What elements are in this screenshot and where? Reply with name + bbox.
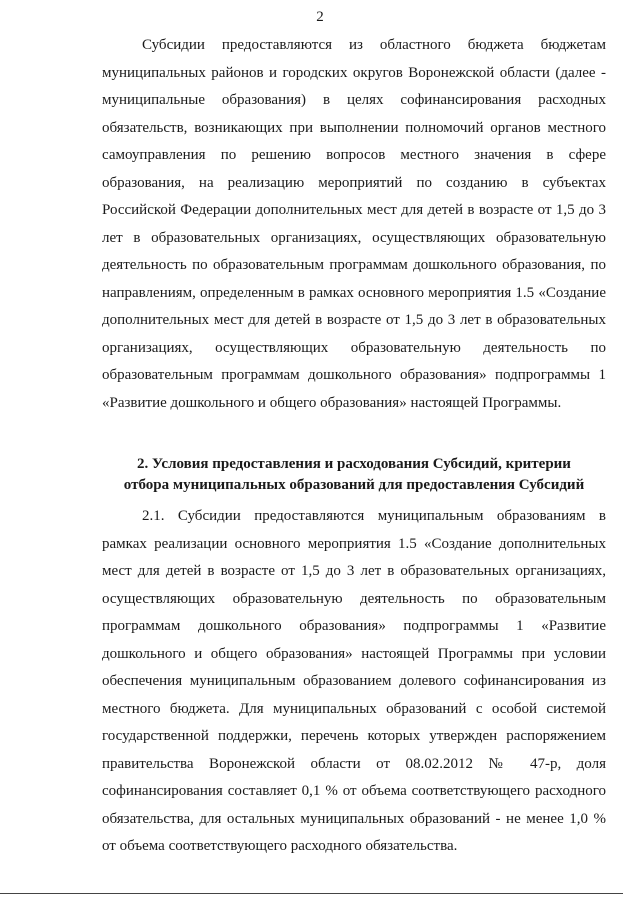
paragraph-2-1-conditions: 2.1. Субсидии предоставляются муниципальным образованиям в рамках реализации основного мероприятия 1.5 «Создание дополнительных мест для детей в возрасте от 1,5 до 3 лет в образовательных организациях, осуществляющих образовательную деятельность по образовательным программам дошкольного образования» подпрограммы 1 «Развитие дошкольного и общего образования» настоящей Программы при условии обеспечения муниципальным образованием долевого софинансирования из местного бюджета. Для муниципальных образований с особой системой государственной поддержки, перечень которых утвержден распоряжением правительства Воронежской области от 08.02.2012 № 47-р, доля софинансирования составляет 0,1 % от объема соответствующего расходного обязательства, для остальных муниципальных образований - не менее 1,0 % от объема соответствующего расходного обязательства. bbox=[102, 508, 606, 854]
section-heading-line-1: 2. Условия предоставления и расходования Субсидий, критерии bbox=[137, 456, 571, 472]
page-number: 2 bbox=[316, 9, 324, 25]
section-heading bbox=[102, 454, 606, 496]
section-heading-line-2: отбора муниципальных образований для предоставления Субсидий bbox=[123, 477, 585, 493]
paragraph-subsidies-purpose: Субсидии предоставляются из областного бюджета бюджетам муниципальных районов и городских округов Воронежской области (далее - муниципальные образования) в целях софинансирования расходных обязательств, возникающих при выполнении полномочий органов местного самоуправления по решению вопросов местного значения в сфере образования, на реализацию мероприятий по созданию в субъектах Российской Федерации дополнительных мест для детей в возрасте от 1,5 до 3 лет в образовательных организациях, осуществляющих образовательную деятельность по образовательным программам дошкольного образования, по направлениям, определенным в рамках основного мероприятия 1.5 «Создание дополнительных мест для детей в возрасте от 1,5 до 3 лет в образовательных организациях, осуществляющих образовательную деятельность по образовательным программам дошкольного образования» подпрограммы 1 «Развитие дошкольного и общего образования» настоящей Программы. bbox=[102, 37, 606, 411]
footer-divider bbox=[0, 893, 623, 894]
